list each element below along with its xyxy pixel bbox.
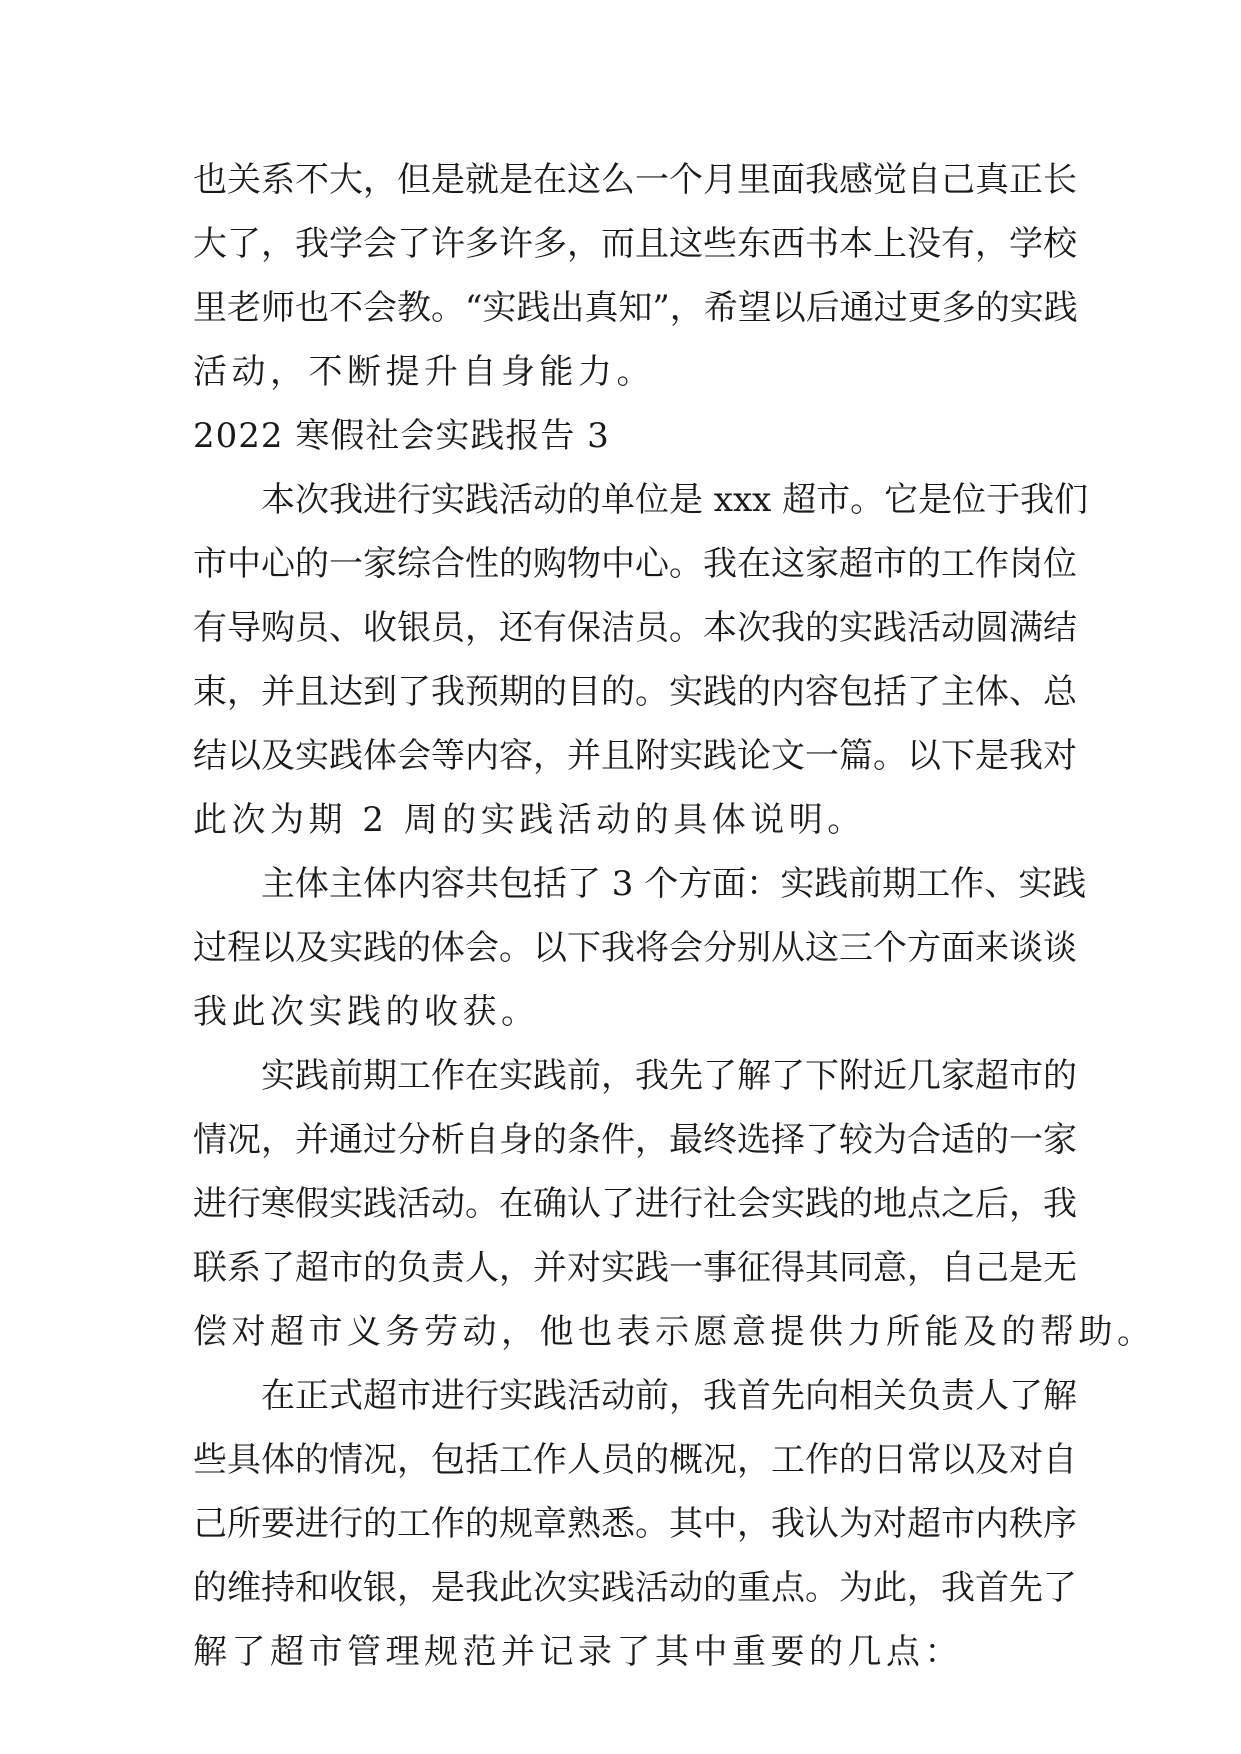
text-line: 大了，我学会了许多许多，而且这些东西书本上没有，学校 (193, 224, 1077, 264)
text-line: 里老师也不会教。“实践出真知”，希望以后通过更多的实践 (193, 288, 1078, 328)
text-line: 有导购员、收银员，还有保洁员。本次我的实践活动圆满结 (193, 608, 1077, 648)
text-line: 偿对超市义务劳动，他也表示愿意提供力所能及的帮助。 (193, 1312, 1156, 1352)
text-line: 我此次实践的收获。 (193, 992, 540, 1032)
text-line: 联系了超市的负责人，并对实践一事征得其同意，自己是无 (193, 1248, 1077, 1288)
text-line: 己所要进行的工作的规章熟悉。其中，我认为对超市内秩序 (193, 1504, 1077, 1544)
paragraph (193, 468, 1089, 852)
text-line: 此次为期 2 周的实践活动的具体说明。 (193, 800, 866, 840)
text-line: 进行寒假实践活动。在确认了进行社会实践的地点之后，我 (193, 1184, 1077, 1224)
text-line: 在正式超市进行实践活动前，我首先向相关负责人了解 (261, 1376, 1077, 1416)
paragraph (193, 1364, 1077, 1684)
text-line: 些具体的情况，包括工作人员的概况，工作的日常以及对自 (193, 1440, 1077, 1480)
text-line: 市中心的一家综合性的购物中心。我在这家超市的工作岗位 (193, 544, 1077, 584)
text-line: 束，并且达到了我预期的目的。实践的内容包括了主体、总 (193, 672, 1077, 712)
text-line: 解了超市管理规范并记录了其中重要的几点： (193, 1632, 963, 1672)
text-line: 过程以及实践的体会。以下我将会分别从这三个方面来谈谈 (193, 928, 1077, 968)
text-line: 结以及实践体会等内容，并且附实践论文一篇。以下是我对 (193, 736, 1077, 776)
text-line: 情况，并通过分析自身的条件，最终选择了较为合适的一家 (193, 1120, 1077, 1160)
intro-paragraph (193, 148, 1078, 404)
text-line: 的维持和收银，是我此次实践活动的重点。为此，我首先了 (193, 1568, 1077, 1608)
text-line: 本次我进行实践活动的单位是 xxx 超市。它是位于我们 (261, 480, 1089, 520)
paragraph (193, 1044, 1156, 1364)
text-line: 活动，不断提升自身能力。 (193, 352, 655, 392)
text-line: 主体主体内容共包括了 3 个方面：实践前期工作、实践 (261, 864, 1087, 904)
document-page (193, 148, 1156, 1684)
paragraph (193, 852, 1087, 1044)
text-line: 也关系不大，但是就是在这么一个月里面我感觉自己真正长 (193, 160, 1077, 200)
section-heading: 2022 寒假社会实践报告 3 (193, 416, 610, 456)
text-line: 实践前期工作在实践前，我先了解了下附近几家超市的 (261, 1056, 1077, 1096)
